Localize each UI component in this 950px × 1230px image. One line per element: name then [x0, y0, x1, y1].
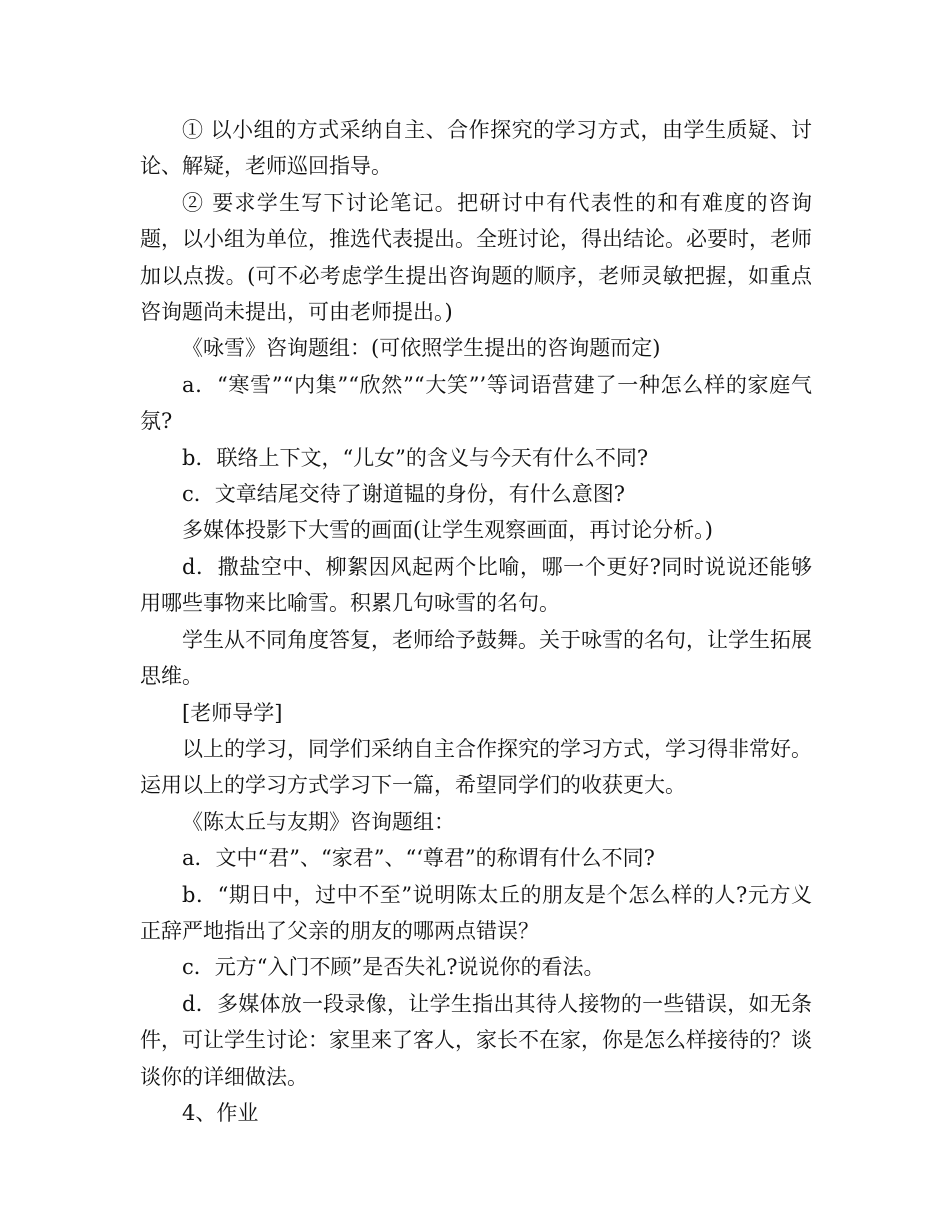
paragraph-question-a: a．“寒雪”“内集”“欣然”“大笑”’等词语营建了一种怎么样的家庭气氛?	[140, 372, 812, 434]
paragraph-multimedia-snow: 多媒体投影下大雪的画面(让学生观察画面，再讨论分析。)	[182, 518, 713, 543]
paragraph-ctq-question-c: c．元方“入门不顾”是否失礼?说说你的看法。	[182, 955, 605, 980]
paragraph-ctq-question-b: b．“期日中，过中不至”说明陈太丘的朋友是个怎么样的人?元方义正辞严地指出了父亲的朋友的哪两点错误？	[140, 882, 812, 943]
paragraph-student-answers: 学生从不同角度答复，老师给予鼓舞。关于咏雪的名句，让学生拓展思维。	[140, 627, 812, 689]
paragraph-discussion-notes: ② 要求学生写下讨论笔记。把研讨中有代表性的和有难度的咨询题，以小组为单位，推选代表提出。全班讨论，得出结论。必要时，老师加以点拨。(可不必考虑学生提出咨询题的顺序，老师灵敏把握，如重点咨询题尚未提出，可由老师提出。)	[140, 190, 812, 325]
paragraph-homework-heading: 4、作业	[182, 1100, 259, 1125]
paragraph-question-b: b．联络上下文，“儿女”的含义与今天有什么不同?	[182, 445, 649, 470]
paragraph-ctq-question-a: a．文中“君”、“家君”、“‘尊君”的称谓有什么不同?	[182, 846, 655, 871]
document-body	[140, 112, 812, 1131]
paragraph-teacher-guidance: 以上的学习，同学们采纳自主合作探究的学习方式，学习得非常好。运用以上的学习方式学习下一篇，希望同学们的收获更大。	[140, 736, 812, 798]
paragraph-teacher-guidance-heading: [老师导学]	[182, 700, 283, 725]
paragraph-yongxue-questions-heading: 《咏雪》咨询题组：(可依照学生提出的咨询题而定)	[182, 336, 661, 361]
paragraph-question-c: c．文章结尾交待了谢道韫的身份，有什么意图?	[182, 482, 626, 507]
paragraph-ctq-question-d: d．多媒体放一段录像，让学生指出其待人接物的一些错误，如无条件，可让学生讨论：家里来了客人，家长不在家，你是怎么样接待的？谈谈你的详细做法。	[140, 991, 812, 1089]
paragraph-group-method: ① 以小组的方式采纳自主、合作探究的学习方式，由学生质疑、讨论、解疑，老师巡回指导。	[140, 118, 812, 179]
paragraph-question-d: d．撒盐空中、柳絮因风起两个比喻，哪一个更好?同时说说还能够用哪些事物来比喻雪。积累几句咏雪的名句。	[140, 554, 812, 616]
paragraph-chentaiqiu-questions-heading: 《陈太丘与友期》咨询题组：	[182, 809, 455, 834]
